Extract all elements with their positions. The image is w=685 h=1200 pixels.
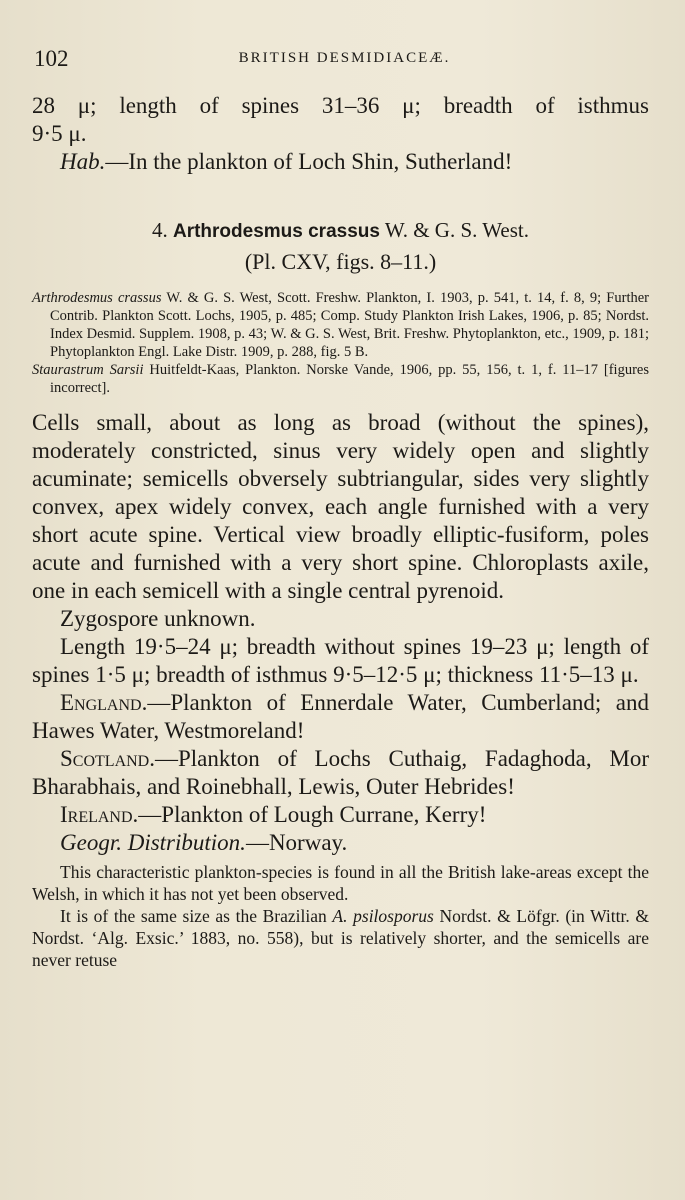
running-head: BRITISH DESMIDIACEÆ.: [238, 50, 451, 66]
scotland-text: —Plankton of Lochs Cuthaig, Fadaghoda, Mor Bharabhais, and Roinebhall, Lewis, Outer Hebrides!: [32, 746, 649, 799]
measurements: Length 19·5–24 μ; breadth without spines 19–23 μ; length of spines 1·5 μ; breadth of isthmus 9·5–12·5 μ; thickness 11·5–13 μ.: [32, 634, 649, 687]
synonym-2-text: Huitfeldt-Kaas, Plankton. Norske Vande, 1906, pp. 55, 156, t. 1, f. 11–17 [figures incorrect].: [50, 362, 649, 396]
continuation-line-2: 9·5 μ.: [32, 121, 87, 146]
species-name: Arthrodesmus crassus: [172, 221, 380, 242]
note-1: This characteristic plankton-species is found in all the British lake-areas except the Welsh, in which it has not yet been observed.: [32, 862, 649, 904]
plate-reference: (Pl. CXV, figs. 8–11.): [244, 249, 437, 274]
continuation-line-1: 28 μ; length of spines 31–36 μ; breadth of isthmus: [32, 93, 649, 118]
synonym-2-name: Staurastrum Sarsii: [32, 362, 144, 378]
england-text: —Plankton of Ennerdale Water, Cumberland; and Hawes Water, Westmoreland!: [32, 690, 649, 743]
habitat-text: —In the plankton of Loch Shin, Sutherland!: [105, 149, 513, 174]
page-number: 102: [34, 46, 69, 71]
species-number: 4.: [151, 218, 168, 242]
ireland-text: —Plankton of Lough Currane, Kerry!: [138, 802, 487, 827]
synonym-1-text: W. & G. S. West, Scott. Freshw. Plankton, I. 1903, p. 541, t. 14, f. 8, 9; Further Contrib. Plankton Scott. Lochs, 1905, p. 485; Comp. Study Plankton Irish Lakes, 1906, p. 85; Nordst. Index Desmid. Supplem. 1908, p. 43; W. & G. S. West, Brit. Freshw. Phytoplankton, etc., 1909, p. 181; Phytoplankton Engl. Lake Distr. 1909, p. 288, fig. 5 B.: [50, 290, 649, 360]
note-2-pre: It is of the same size as the Brazilian: [60, 906, 327, 926]
synonym-1: [32, 289, 649, 361]
distribution-scotland: [32, 745, 649, 801]
distribution-ireland: [32, 801, 649, 829]
habitat-label: Hab.: [60, 149, 106, 174]
synonym-1-name: Arthrodesmus crassus: [32, 290, 162, 306]
england-label: England.: [60, 690, 148, 715]
note-2: [32, 905, 649, 971]
synonym-2: [32, 361, 649, 397]
page-header: [34, 46, 655, 76]
geogr-text: —Norway.: [245, 830, 348, 855]
geogr-label: Geogr. Distribution.: [60, 830, 246, 855]
synonymy: [32, 289, 649, 397]
habitat-line: [32, 148, 649, 176]
ireland-label: Ireland.: [60, 802, 139, 827]
geographic-distribution: [32, 829, 649, 857]
distribution-england: [32, 689, 649, 745]
zygospore-line: Zygospore unknown.: [60, 606, 256, 631]
species-authority: W. & G. S. West.: [384, 218, 529, 242]
description-main: Cells small, about as long as broad (without the spines), moderately constricted, sinus very widely open and slightly acuminate; semicells obversely subtriangular, sides very slightly convex, apex widely convex, each angle furnished with a very short acute spine. Vertical view broadly elliptic-fusiform, poles acute and furnished with a very short spine. Chloroplasts axile, one in each semicell with a single central pyrenoid.: [32, 410, 649, 603]
note-2-post: Nordst. & Löfgr. (in Wittr. & Nordst. ‘Alg. Exsic.’ 1883, no. 558), but is relatively shorter, and the semicells are never retuse: [32, 906, 650, 970]
scotland-label: Scotland.: [60, 746, 155, 771]
note-2-species: A. psilosporus: [332, 906, 434, 926]
species-heading: [32, 218, 649, 243]
page-content: [32, 92, 649, 971]
